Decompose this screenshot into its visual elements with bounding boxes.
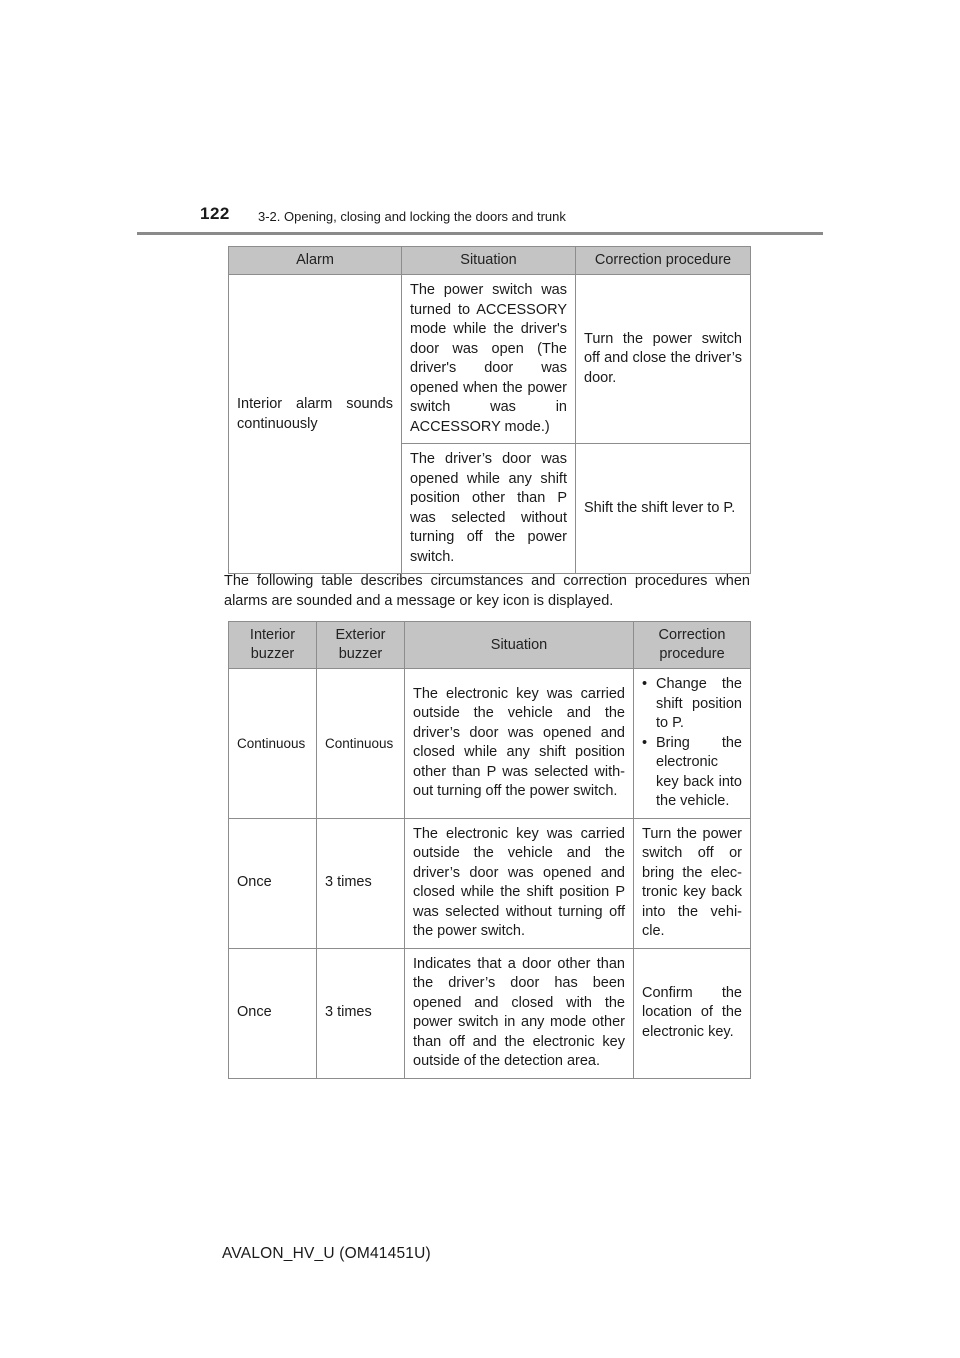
header-correction-line1: Correction [658, 627, 726, 643]
table-row [229, 669, 751, 819]
header-interior-buzzer [229, 622, 317, 669]
situation-cell: The electronic key was carried outside the vehicle and the driver’s door was opened and closed while the shift position P was selected without turning off the power switch. [405, 818, 634, 948]
buzzer-alarm-table [228, 621, 751, 1079]
intro-paragraph: The following table describes circumstances and correction procedures when alarms are sounded and a message or key icon is displayed. [224, 573, 750, 609]
table-row [229, 275, 751, 444]
list-item: • Bring the electronic key back into the vehicle. [642, 734, 742, 812]
header-exterior-buzzer [317, 622, 405, 669]
correction-list [642, 675, 742, 812]
table-header-row [229, 622, 751, 669]
exterior-buzzer-cell: 3 times [317, 818, 405, 948]
correction-cell: Confirm the location of the electronic key. [634, 948, 751, 1078]
exterior-buzzer-cell: Continuous [317, 669, 405, 819]
situation-cell: The electronic key was carried outside the vehicle and the driver’s door was opened and closed while any shift position other than P was selected with-out turning off the power switch. [405, 669, 634, 819]
header-situation: Situation [402, 247, 576, 275]
correction-cell: Turn the power switch off and close the driver’s door. [576, 275, 751, 444]
correction-cell [634, 669, 751, 819]
exterior-buzzer-cell: 3 times [317, 948, 405, 1078]
situation-cell: Indicates that a door other than the driver’s door has been opened and closed with the power switch in any mode other than off and the electronic key outside of the detection area. [405, 948, 634, 1078]
table-row [229, 818, 751, 948]
table-row [229, 948, 751, 1078]
correction-cell: Shift the shift lever to P. [576, 444, 751, 574]
alarm-cell: Interior alarm sounds continuously [229, 275, 402, 574]
header-interior-line1: Interior [249, 627, 296, 643]
header-correction-line2: procedure [659, 646, 725, 662]
footer-model-code: AVALON_HV_U (OM41451U) [222, 1245, 431, 1262]
alarm-table [228, 246, 751, 574]
correction-cell: Turn the power switch off or bring the elec-tronic key back into the vehi-cle. [634, 818, 751, 948]
header-interior-line2: buzzer [250, 646, 295, 662]
interior-buzzer-cell: Continuous [229, 669, 317, 819]
situation-cell: The power switch was turned to ACCESSORY mode while the driver's door was open (The driver's door was opened when the power switch was in ACCESSORY mode.) [402, 275, 576, 444]
list-item: • Change the shift position to P. [642, 675, 742, 734]
header-correction-procedure: Correction procedure [576, 247, 751, 275]
situation-cell: The driver’s door was opened while any shift position other than P was selected without turning off the power switch. [402, 444, 576, 574]
header-exterior-line1: Exterior [335, 627, 386, 643]
section-title: 3-2. Opening, closing and locking the doors and trunk [258, 209, 566, 224]
header-alarm: Alarm [229, 247, 402, 275]
header-correction-procedure [634, 622, 751, 669]
interior-buzzer-cell: Once [229, 818, 317, 948]
page-number: 122 [200, 204, 230, 223]
interior-buzzer-cell: Once [229, 948, 317, 1078]
header-divider [137, 232, 823, 235]
header-situation: Situation [405, 622, 634, 669]
header-exterior-line2: buzzer [338, 646, 383, 662]
table-header-row [229, 247, 751, 275]
